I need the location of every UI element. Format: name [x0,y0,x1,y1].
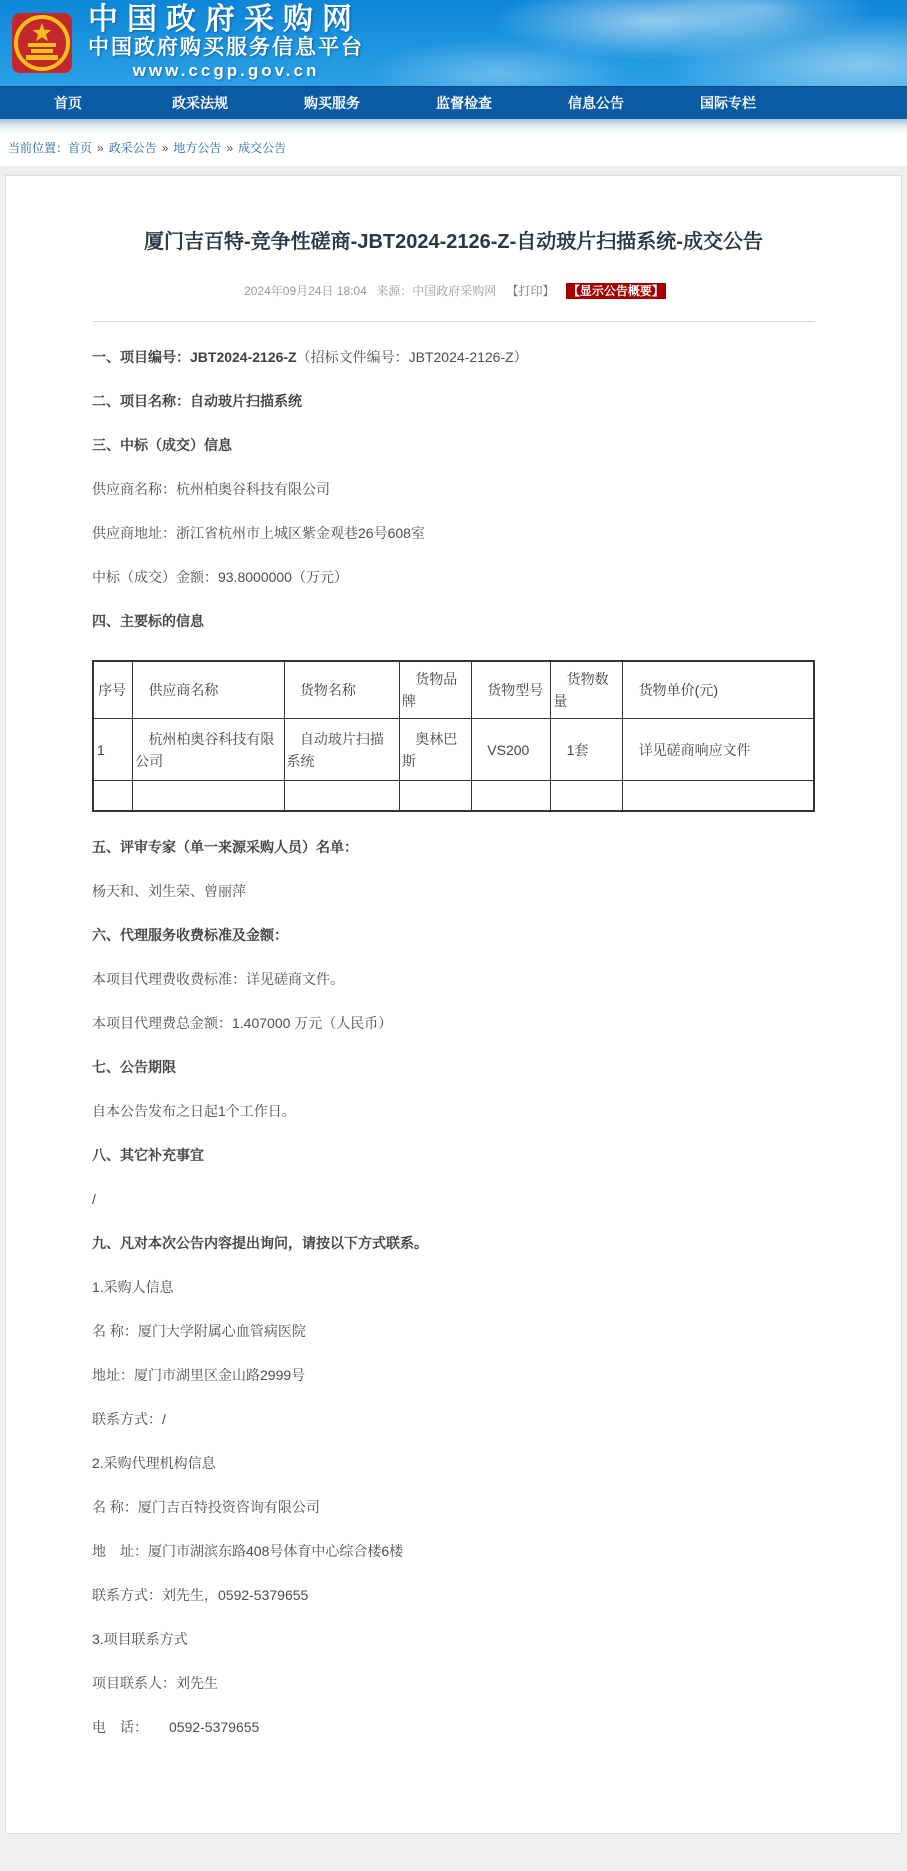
publish-datetime: 2024年09月24日 18:04 [244,284,367,298]
nav-item-2[interactable]: 政采法规 [172,95,228,111]
site-name: 中国政府采购网 [88,3,361,36]
paragraph-label: 七、公告期限 [92,1058,176,1075]
page-background [0,166,907,1834]
table-header-cell: 货物型号 [472,661,551,719]
table-cell [623,781,814,811]
paragraph-text: 3.项目联系方式 [92,1630,188,1647]
national-emblem-icon [10,11,74,75]
announcement-paragraph [92,569,815,586]
paragraph-text: 电 话： 0592-5379655 [92,1718,260,1735]
table-cell: 1 [93,719,133,781]
paragraph-text: 项目联系人：刘先生 [92,1674,218,1691]
paragraph-label: 二、项目名称：自动玻片扫描系统 [92,393,302,409]
paragraph-text: 地 址：厦门市湖滨东路408号体育中心综合楼6楼 [92,1542,404,1559]
announcement-paragraph [92,1279,815,1296]
paragraph-label: 九、凡对本次公告内容提出询问，请按以下方式联系。 [92,1234,428,1251]
announcement-paragraph [92,1587,815,1604]
paragraph-text: 供应商名称：杭州柏奥谷科技有限公司 [92,481,330,497]
announcement-paragraph [92,1675,815,1692]
paragraph-text: 联系方式：刘先生，0592-5379655 [92,1586,309,1603]
table-cell: VS200 [472,719,551,781]
paragraph-text: 联系方式：/ [92,1410,166,1427]
bid-items-table [92,660,815,812]
table-cell: 自动玻片扫描系统 [284,719,399,781]
table-header-cell: 供应商名称 [133,661,284,719]
breadcrumb-link-2[interactable]: 政采公告 [108,141,157,155]
table-header-cell: 货物品牌 [399,661,471,719]
announcement-paragraph [92,1059,815,1076]
announcement-paragraph [92,393,815,410]
announcement-paragraph [92,1367,815,1384]
table-cell [133,781,284,811]
table-row [93,719,814,781]
announcement-paragraph [92,927,815,944]
table-header-cell: 序号 [93,661,133,719]
table-header-cell: 货物单价(元) [623,661,814,719]
nav-item-4[interactable]: 监督检查 [436,95,492,111]
table-cell: 1套 [551,719,623,781]
paragraph-text: （招标文件编号：JBT2024-2126-Z） [296,349,528,365]
site-header [0,0,907,86]
paragraph-text: 杨天和、刘生荣、曾丽萍 [92,882,246,899]
paragraph-text: 名 称：厦门吉百特投资咨询有限公司 [92,1498,320,1515]
announcement-paragraph [92,1543,815,1560]
breadcrumb-prefix: 当前位置： [8,141,69,155]
table-row [93,781,814,811]
table-cell: 详见磋商响应文件 [623,719,814,781]
paragraph-text: / [92,1190,96,1207]
announcement-paragraph [92,1411,815,1428]
announcement-paragraph [92,1455,815,1472]
nav-item-6[interactable]: 国际专栏 [700,95,756,111]
site-url: www.ccgp.gov.cn [132,61,320,80]
table-cell [93,781,133,811]
table-cell: 杭州柏奥谷科技有限公司 [133,719,284,781]
paragraph-label: 三、中标（成交）信息 [92,437,232,453]
paragraph-label: 六、代理服务收费标准及金额： [92,926,288,943]
breadcrumb-link-4[interactable]: 成交公告 [238,141,287,155]
paragraph-text: 供应商地址：浙江省杭州市上城区紫金观巷26号608室 [92,525,425,541]
paragraph-text: 本项目代理费收费标准：详见磋商文件。 [92,970,344,987]
table-cell [472,781,551,811]
table-cell [551,781,623,811]
announcement-paragraph [92,481,815,498]
announcement-paragraph [92,883,815,900]
paragraph-text: 自本公告发布之日起1个工作日。 [92,1102,296,1119]
print-button[interactable]: 【打印】 [506,284,555,298]
site-subtitle: 中国政府购买服务信息平台 [88,36,364,59]
paragraph-text: 1.采购人信息 [92,1278,174,1295]
announcement-paragraph [92,1499,815,1516]
paragraph-text: 2.采购代理机构信息 [92,1454,216,1471]
paragraph-text: 本项目代理费总金额：1.407000 万元（人民币） [92,1014,393,1031]
breadcrumb [0,134,907,166]
announcement-paragraph [92,349,815,366]
paragraph-text: 地址：厦门市湖里区金山路2999号 [92,1366,306,1383]
main-nav [0,86,907,119]
announcement-paragraph [92,1015,815,1032]
announcement-article [5,175,902,1834]
breadcrumb-separator: » [226,141,234,155]
paragraph-label: 一、项目编号：JBT2024-2126-Z [92,349,297,365]
announcement-paragraph [92,1191,815,1208]
breadcrumb-link-3[interactable]: 地方公告 [173,141,222,155]
announcement-paragraph [92,1103,815,1120]
table-cell: 奥林巴斯 [399,719,471,781]
paragraph-label: 五、评审专家（单一来源采购人员）名单： [92,838,358,855]
page-title: 厦门吉百特-竞争性磋商-JBT2024-2126-Z-自动玻片扫描系统-成交公告 [144,231,763,253]
breadcrumb-link-1[interactable]: 首页 [68,141,93,155]
article-meta [92,282,815,299]
table-header-cell: 货物名称 [284,661,399,719]
paragraph-label: 四、主要标的信息 [92,613,204,629]
announcement-paragraph [92,437,815,454]
table-header-row [93,661,814,719]
article-body-top [92,349,815,630]
nav-item-1[interactable]: 首页 [54,95,82,111]
divider [92,321,815,322]
nav-fade-divider [0,119,907,134]
announcement-paragraph [92,1235,815,1252]
paragraph-text: 名 称：厦门大学附属心血管病医院 [92,1322,306,1339]
announcement-paragraph [92,525,815,542]
show-summary-button[interactable]: 【显示公告概要】 [567,284,664,298]
announcement-paragraph [92,1147,815,1164]
nav-item-5[interactable]: 信息公告 [568,95,624,111]
announcement-paragraph [92,839,815,856]
source-label: 来源：中国政府采购网 [376,284,497,298]
table-cell [284,781,399,811]
article-body-bottom [92,839,815,1736]
breadcrumb-separator: » [161,141,169,155]
table-header-cell: 货物数量 [551,661,623,719]
table-cell [399,781,471,811]
breadcrumb-separator: » [97,141,104,155]
nav-item-3[interactable]: 购买服务 [304,95,360,111]
site-titles [88,5,364,81]
announcement-paragraph [92,613,815,630]
announcement-paragraph [92,971,815,988]
announcement-paragraph [92,1323,815,1340]
announcement-paragraph [92,1719,815,1736]
announcement-paragraph [92,1631,815,1648]
paragraph-label: 八、其它补充事宜 [92,1146,204,1163]
paragraph-text: 中标（成交）金额：93.8000000（万元） [92,569,348,585]
